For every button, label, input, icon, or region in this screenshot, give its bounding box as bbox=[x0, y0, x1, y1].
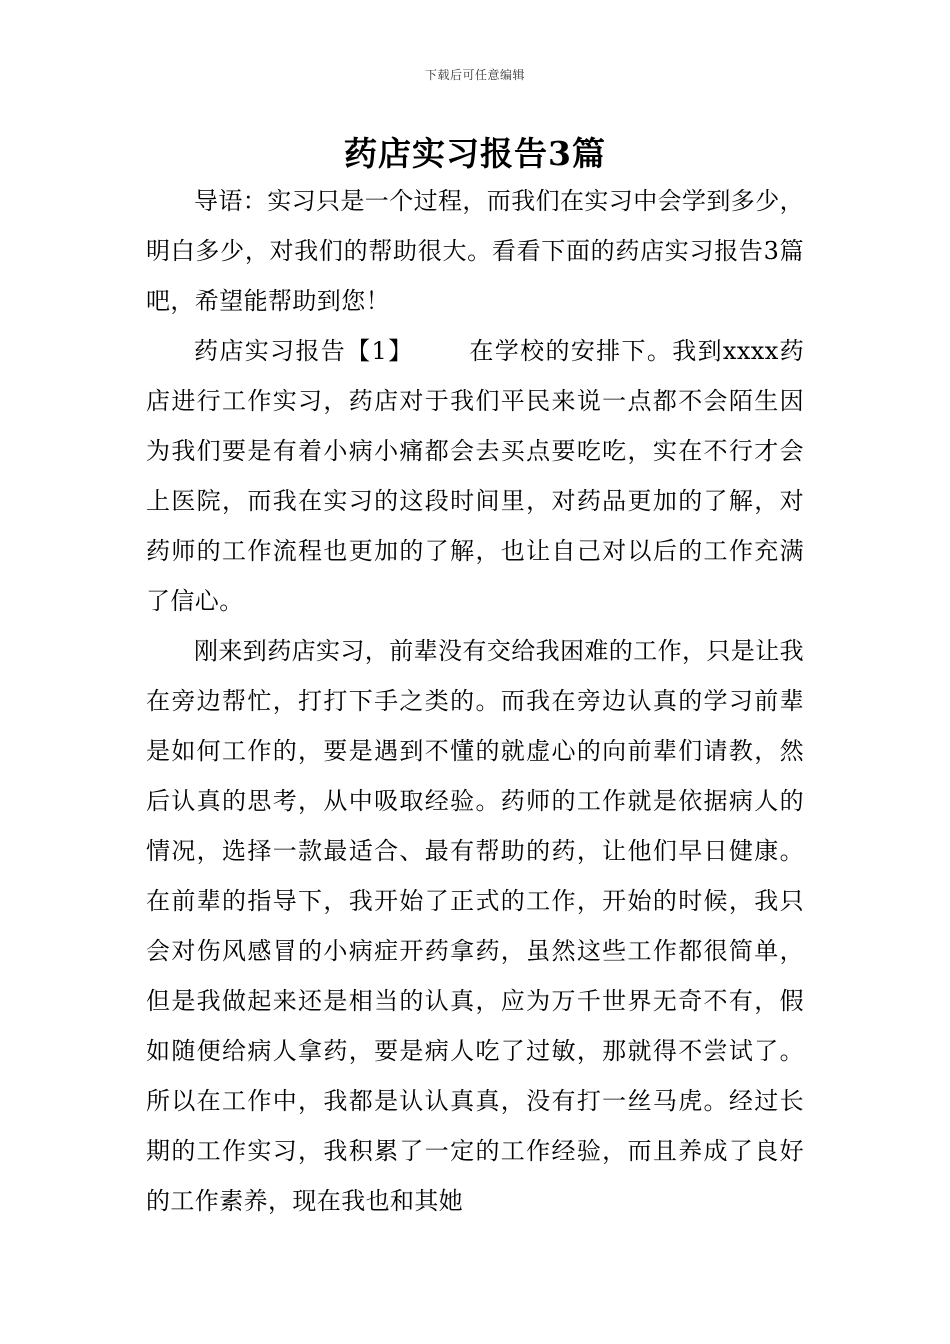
document-title: 药店实习报告3篇 bbox=[344, 134, 606, 173]
section1-paragraph-1-text: 在学校的安排下。我到xxxx药店进行工作实习，药店对于我们平民来说一点都不会陌生因为我们要是有着小病小痛都会去买点要吃吃，实在不行才会上医院，而我在实习的这段时间里，对药品更加的了解，对药师的工作流程也更加的了解，也让自己对以后的工作充满了信心。 bbox=[146, 337, 805, 615]
document-body bbox=[146, 176, 804, 1226]
header-note: 下载后可任意编辑 bbox=[424, 68, 525, 82]
section1-paragraph-2: 刚来到药店实习，前辈没有交给我困难的工作，只是让我在旁边帮忙，打打下手之类的。而我在旁边认真的学习前辈是如何工作的，要是遇到不懂的就虚心的向前辈们请教，然后认真的思考，从中吸取经验。药师的工作就是依据病人的情况，选择一款最适合、最有帮助的药，让他们早日健康。在前辈的指导下，我开始了正式的工作，开始的时候，我只会对伤风感冒的小病症开药拿药，虽然这些工作都很简单，但是我做起来还是相当的认真，应为万千世界无奇不有，假如随便给病人拿药，要是病人吃了过敏，那就得不尝试了。所以在工作中，我都是认认真真，没有打一丝马虎。经过长期的工作实习，我积累了一定的工作经验，而且养成了良好的工作素养，现在我也和其她 bbox=[146, 637, 804, 1215]
section1-heading: 药店实习报告【1】 bbox=[194, 337, 414, 365]
section1-paragraph-1 bbox=[146, 326, 804, 626]
intro-paragraph: 导语：实习只是一个过程，而我们在实习中会学到多少，明白多少，对我们的帮助很大。看看下面的药店实习报告3篇吧，希望能帮助到您！ bbox=[146, 187, 804, 315]
